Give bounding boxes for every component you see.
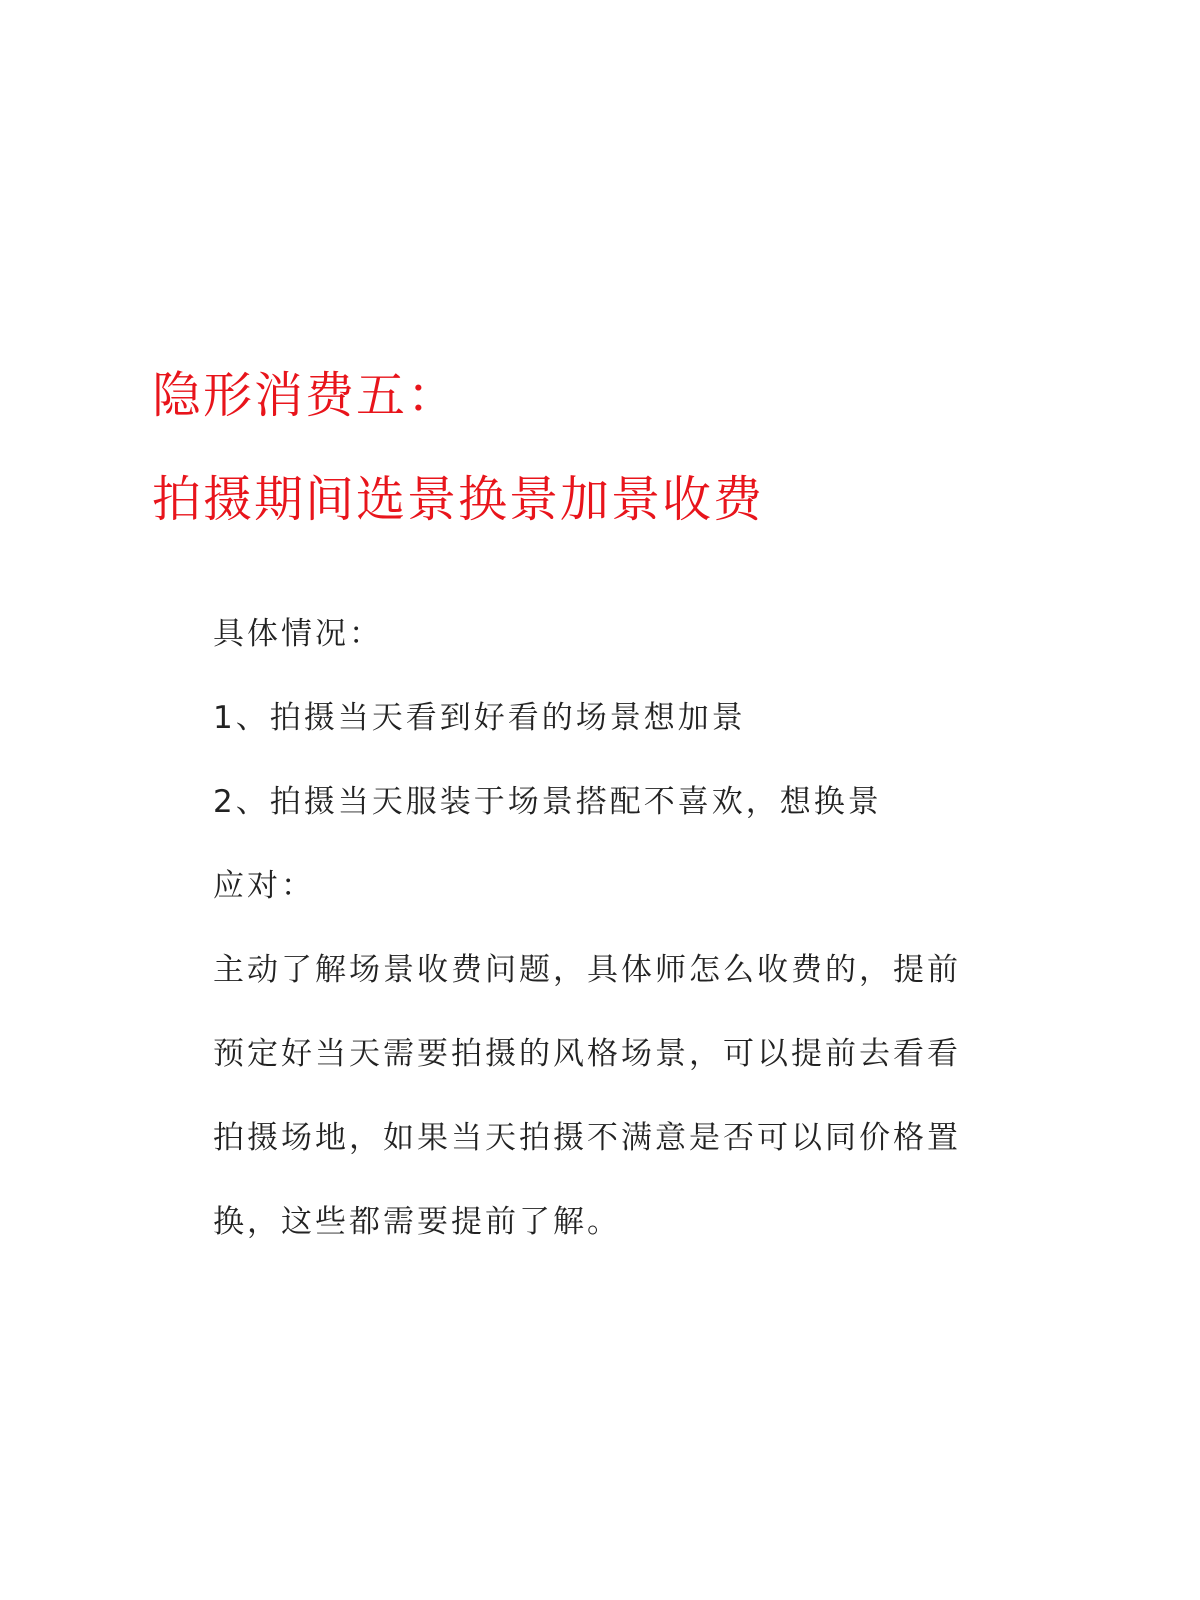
section-heading-response: 应对： [213,868,315,904]
paragraph-line: 主动了解场景收费问题，具体师怎么收费的，提前 [213,952,961,988]
list-item: 1、拍摄当天看到好看的场景想加景 [213,700,746,736]
title-line-2: 拍摄期间选景换景加景收费 [152,471,765,528]
list-item: 2、拍摄当天服装于场景搭配不喜欢，想换景 [213,784,882,820]
section-heading-situation: 具体情况： [213,616,383,652]
paragraph-line: 拍摄场地，如果当天拍摄不满意是否可以同价格置 [213,1120,961,1156]
body-text [213,612,1113,1284]
title-line-1: 隐形消费五： [152,367,459,424]
paragraph-line: 换，这些都需要提前了解。 [213,1204,621,1240]
paragraph-line: 预定好当天需要拍摄的风格场景，可以提前去看看 [213,1036,961,1072]
title-block [152,368,1112,528]
